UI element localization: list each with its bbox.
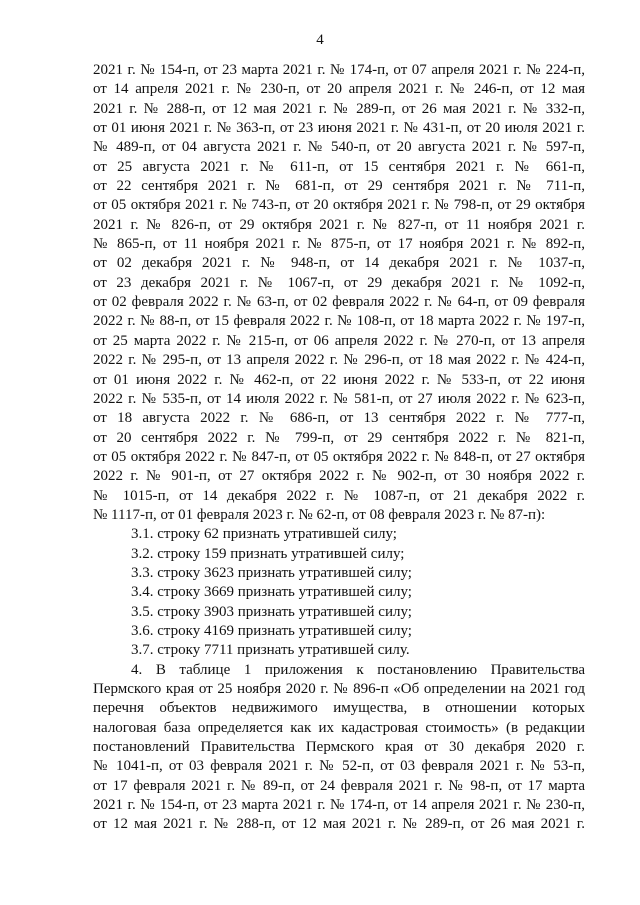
text-line: от 20 сентября 2022 г. № 799-п, от 29 сентября 2022 г. № 821-п, (93, 429, 585, 446)
text-line: № 1015-п, от 14 декабря 2022 г. № 1087-п, от 21 декабря 2022 г. (93, 487, 585, 504)
text-line: от 05 октября 2021 г. № 743-п, от 20 октября 2021 г. № 798-п, от 29 октября (93, 197, 585, 214)
text-line: от 01 июня 2022 г. № 462-п, от 22 июня 2022 г. № 533-п, от 22 июня (93, 371, 585, 388)
text-line: 2021 г. № 826-п, от 29 октября 2021 г. № 827-п, от 11 ноября 2021 г. (93, 216, 585, 233)
text-line: налоговая база определяется как их кадастровая стоимость» (в редакции (93, 719, 585, 736)
text-line: 3.3. строку 3623 признать утратившей силу; (131, 564, 412, 581)
text-line: 2022 г. № 535-п, от 14 июля 2022 г. № 581-п, от 27 июля 2022 г. № 623-п, (93, 390, 585, 407)
text-line: от 01 июня 2021 г. № 363-п, от 23 июня 2021 г. № 431-п, от 20 июля 2021 г. (93, 120, 585, 137)
text-line: Пермского края от 25 ноября 2020 г. № 896-п «Об определении на 2021 год (93, 681, 585, 697)
text-line: от 18 августа 2022 г. № 686-п, от 13 сентября 2022 г. № 777-п, (93, 410, 585, 427)
document-body (93, 61, 585, 835)
text-line: 4. В таблице 1 приложения к постановлению Правительства (131, 661, 585, 678)
text-line: 3.2. строку 159 признать утратившей силу; (131, 545, 405, 562)
text-line: от 25 августа 2021 г. № 611-п, от 15 сентября 2021 г. № 661-п, (93, 158, 585, 175)
text-line: от 05 октября 2022 г. № 847-п, от 05 октября 2022 г. № 848-п, от 27 октября (93, 448, 585, 465)
text-line: 2021 г. № 154-п, от 23 марта 2021 г. № 174-п, от 14 апреля 2021 г. № 230-п, (93, 797, 585, 814)
text-line: 3.4. строку 3669 признать утратившей силу; (131, 584, 412, 601)
text-line: № 865-п, от 11 ноября 2021 г. № 875-п, от 17 ноября 2021 г. № 892-п, (93, 236, 585, 253)
text-line: от 23 декабря 2021 г. № 1067-п, от 29 декабря 2021 г. № 1092-п, (93, 274, 585, 291)
text-line: № 489-п, от 04 августа 2021 г. № 540-п, от 20 августа 2021 г. № 597-п, (93, 139, 585, 156)
text-line: № 1041-п, от 03 февраля 2021 г. № 52-п, от 03 февраля 2021 г. № 53-п, (93, 758, 585, 775)
text-line: от 02 февраля 2022 г. № 63-п, от 02 февраля 2022 г. № 64-п, от 09 февраля (93, 294, 585, 311)
text-line: от 25 марта 2022 г. № 215-п, от 06 апреля 2022 г. № 270-п, от 13 апреля (93, 332, 585, 349)
text-line: 2021 г. № 154-п, от 23 марта 2021 г. № 174-п, от 07 апреля 2021 г. № 224-п, (93, 62, 585, 78)
text-line: 2021 г. № 288-п, от 12 мая 2021 г. № 289-п, от 26 мая 2021 г. № 332-п, (93, 100, 585, 117)
text-line: от 02 декабря 2021 г. № 948-п, от 14 декабря 2021 г. № 1037-п, (93, 255, 585, 272)
text-line: 2022 г. № 295-п, от 13 апреля 2022 г. № 296-п, от 18 мая 2022 г. № 424-п, (93, 352, 585, 369)
text-line: перечня объектов недвижимого имущества, в отношении которых (93, 700, 585, 717)
text-line: 2022 г. № 88-п, от 15 февраля 2022 г. № 108-п, от 18 марта 2022 г. № 197-п, (93, 313, 585, 330)
text-line: от 14 апреля 2021 г. № 230-п, от 20 апреля 2021 г. № 246-п, от 12 мая (93, 81, 585, 98)
text-line: 2022 г. № 901-п, от 27 октября 2022 г. № 902-п, от 30 ноября 2022 г. (93, 468, 585, 485)
text-line: 3.1. строку 62 признать утратившей силу; (131, 526, 397, 543)
text-line: от 17 февраля 2021 г. № 89-п, от 24 февраля 2021 г. № 98-п, от 17 марта (93, 777, 585, 794)
text-line: 3.6. строку 4169 признать утратившей силу; (131, 622, 412, 639)
text-line: 3.5. строку 3903 признать утратившей силу; (131, 603, 412, 620)
text-line: постановлений Правительства Пермского края от 30 декабря 2020 г. (93, 739, 585, 756)
text-line: 3.7. строку 7711 признать утратившей силу. (131, 642, 410, 659)
text-line: от 22 сентября 2021 г. № 681-п, от 29 сентября 2021 г. № 711-п, (93, 178, 585, 195)
page-number: 4 (316, 32, 324, 48)
text-line: от 12 мая 2021 г. № 288-п, от 12 мая 2021 г. № 289-п, от 26 мая 2021 г. (93, 816, 585, 833)
text-line: № 1117-п, от 01 февраля 2023 г. № 62-п, от 08 февраля 2023 г. № 87-п): (93, 506, 546, 523)
